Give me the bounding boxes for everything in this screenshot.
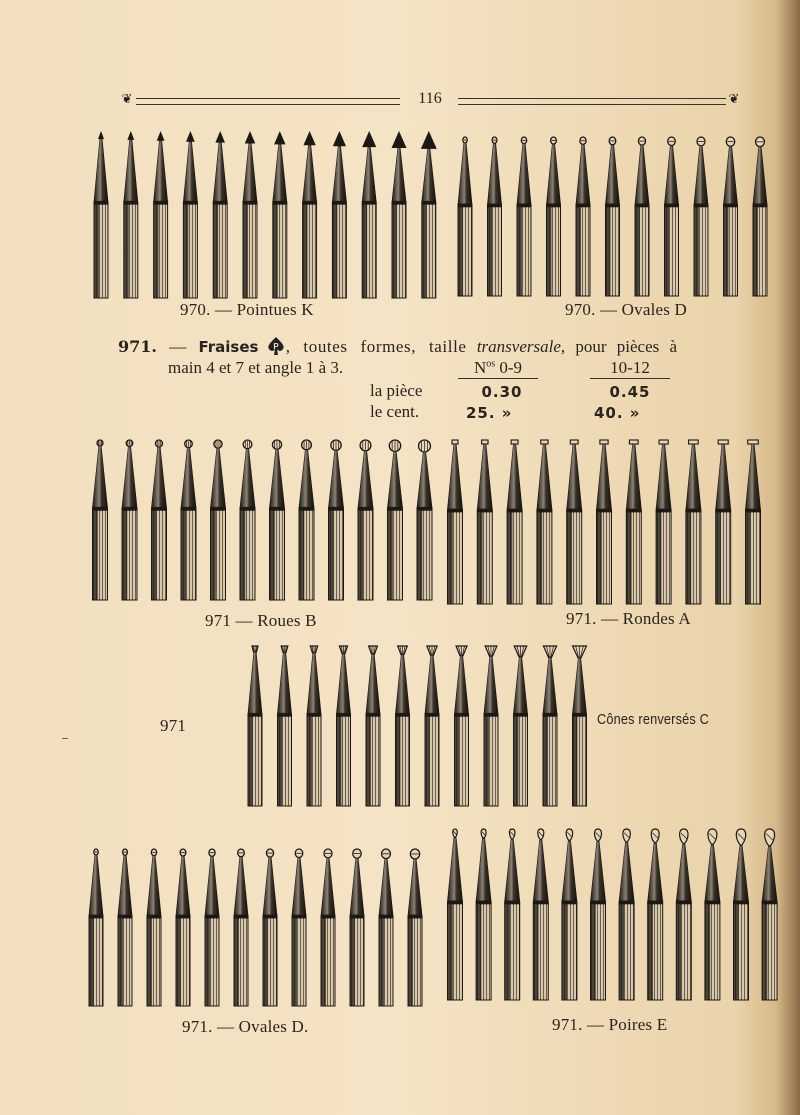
bur-oval xyxy=(546,137,561,296)
bur-pointed xyxy=(421,131,437,298)
bur-ovalD xyxy=(321,849,336,1006)
bur-wheel xyxy=(328,440,344,600)
bur-pear xyxy=(590,829,606,1000)
col-a-header-n: N xyxy=(473,358,487,377)
bur-ovalD xyxy=(263,849,278,1006)
bur-wheel xyxy=(151,440,167,600)
bur-pear xyxy=(704,829,720,1000)
bur-oval xyxy=(723,137,738,296)
label-971-cones: 971 xyxy=(160,716,187,735)
bur-wheel xyxy=(122,440,138,600)
bur-pear xyxy=(762,829,778,1000)
bur-wheel xyxy=(240,440,256,600)
bur-pointed xyxy=(213,131,228,298)
caption-pointues-k: 970. — Pointues K xyxy=(180,300,314,319)
bur-wheel xyxy=(269,440,285,600)
bur-round xyxy=(596,440,612,604)
caption-rondes-a: 971. — Rondes A xyxy=(566,609,691,628)
bur-pear xyxy=(733,829,749,1000)
margin-mark xyxy=(62,738,68,739)
article-number: 971. xyxy=(118,337,157,356)
bur-ovalD xyxy=(408,849,423,1006)
bur-pear xyxy=(533,829,549,1000)
col-a-header xyxy=(458,358,538,379)
bur-round xyxy=(626,440,642,604)
bur-pointed xyxy=(94,131,109,298)
bur-cone xyxy=(425,646,440,806)
bur-cone xyxy=(336,646,351,806)
left-ornament-icon: ❦ xyxy=(121,91,133,106)
price-le-cent-10-12: 40. » xyxy=(594,404,641,422)
bur-round xyxy=(507,440,523,604)
bur-pointed xyxy=(183,131,198,298)
article-line-1 xyxy=(118,336,677,357)
caption-roues-b: 971 — Roues B xyxy=(205,611,317,630)
caption-poires-e: 971. — Poires E xyxy=(552,1015,668,1034)
bur-round xyxy=(745,440,761,604)
bur-oval xyxy=(605,137,620,296)
bur-round xyxy=(715,440,731,604)
article-text-italic: transversale, xyxy=(476,337,566,356)
article-line-2: main 4 et 7 et angle 1 à 3. xyxy=(168,358,344,377)
bur-oval xyxy=(487,137,502,296)
bur-pointed xyxy=(243,131,258,298)
bur-wheel xyxy=(358,440,374,600)
bur-ovalD xyxy=(234,849,249,1006)
bur-wheel xyxy=(299,440,315,600)
bur-cone xyxy=(454,646,469,806)
caption-cones-renverses-c: Cônes renversés C xyxy=(597,711,710,728)
right-ornament-icon: ❦ xyxy=(728,91,740,106)
bur-ovalD xyxy=(205,849,220,1006)
spade-p-logo-icon xyxy=(266,336,286,356)
bur-wheel xyxy=(181,440,197,600)
page-number: 116 xyxy=(418,90,442,107)
bur-wheel xyxy=(92,440,108,600)
article-text-1: , toutes formes, taille xyxy=(285,337,467,356)
bur-pointed xyxy=(272,131,287,298)
bur-oval xyxy=(694,137,709,296)
article-text-2: pour pièces à xyxy=(575,337,678,356)
bur-ovalD xyxy=(379,849,394,1006)
bur-cone xyxy=(248,646,263,806)
caption-ovales-d: 970. — Ovales D xyxy=(565,300,687,319)
bur-cone xyxy=(484,646,499,806)
bur-round xyxy=(685,440,701,604)
bur-pear xyxy=(476,829,492,1000)
bur-wheel xyxy=(210,440,226,600)
bur-pear xyxy=(619,829,635,1000)
bur-pointed xyxy=(332,131,347,298)
caption-ovales-d-971: 971. — Ovales D. xyxy=(182,1017,309,1036)
bur-pointed xyxy=(392,131,407,298)
article-dash: — xyxy=(169,337,187,356)
bur-cone xyxy=(366,646,381,806)
bur-round xyxy=(477,440,493,604)
bur-cone xyxy=(543,646,558,806)
bur-pear xyxy=(676,829,692,1000)
row-label-le-cent: le cent. xyxy=(370,402,420,421)
bur-oval xyxy=(517,137,532,296)
bur-oval xyxy=(576,137,591,296)
bur-ovalD xyxy=(118,849,133,1006)
bur-ovalD xyxy=(350,849,365,1006)
bur-wheel xyxy=(387,440,403,600)
col-a-header-sup: os xyxy=(486,358,496,370)
col-b-header: 10-12 xyxy=(590,358,670,379)
article-name: Fraises xyxy=(198,338,259,356)
bur-wheel xyxy=(417,440,433,600)
bur-cone xyxy=(572,646,587,806)
bur-round xyxy=(566,440,582,604)
bur-pear xyxy=(447,829,463,1000)
bur-cone xyxy=(277,646,292,806)
bur-cone xyxy=(395,646,410,806)
price-le-cent-0-9: 25. » xyxy=(466,404,513,422)
bur-oval xyxy=(753,137,768,296)
bur-round xyxy=(656,440,672,604)
bur-pear xyxy=(647,829,663,1000)
bur-pointed xyxy=(302,131,317,298)
bur-pear xyxy=(561,829,577,1000)
bur-ovalD xyxy=(176,849,191,1006)
svg-text:P: P xyxy=(273,342,279,351)
bur-oval xyxy=(458,137,473,296)
bur-pointed xyxy=(153,131,168,298)
bur-ovalD xyxy=(147,849,162,1006)
bur-pointed xyxy=(362,131,377,298)
bur-oval xyxy=(664,137,679,296)
bur-round xyxy=(536,440,552,604)
bur-oval xyxy=(635,137,650,296)
bur-cone xyxy=(513,646,528,806)
bur-cone xyxy=(307,646,322,806)
bur-pear xyxy=(504,829,520,1000)
price-la-piece-0-9: 0.30 xyxy=(481,383,523,401)
bur-ovalD xyxy=(89,849,104,1006)
col-a-header-range: 0-9 xyxy=(495,358,523,377)
bur-pointed xyxy=(123,131,138,298)
bur-round xyxy=(447,440,463,604)
bur-ovalD xyxy=(292,849,307,1006)
row-label-la-piece: la pièce xyxy=(370,381,423,400)
price-la-piece-10-12: 0.45 xyxy=(609,383,651,401)
